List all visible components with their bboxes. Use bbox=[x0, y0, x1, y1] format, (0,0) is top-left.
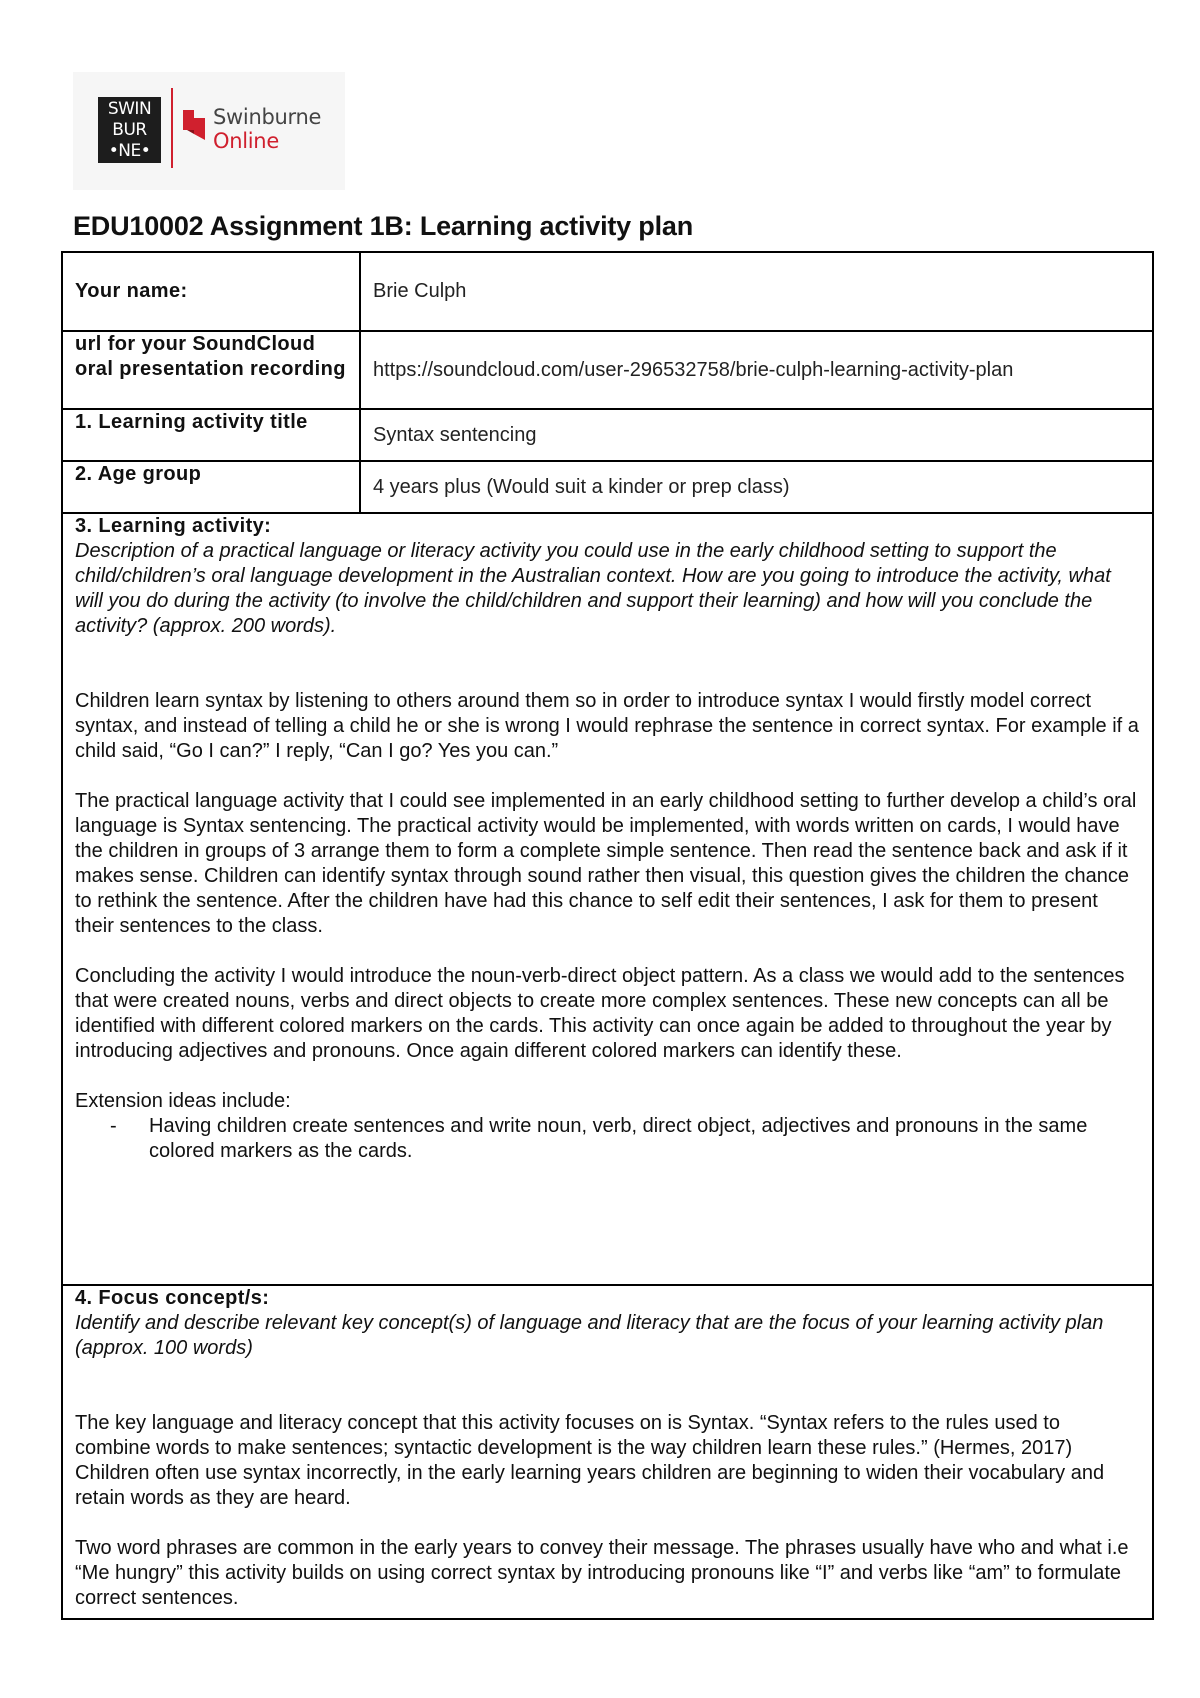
logo-box-line: BUR bbox=[112, 120, 147, 140]
focus-concepts-cell bbox=[62, 1285, 1153, 1619]
extension-item-text: Having children create sentences and write noun, verb, direct object, adjectives and pronouns in the same colored markers as the cards. bbox=[149, 1115, 1088, 1162]
row-learning-activity bbox=[62, 513, 1153, 1285]
activity-paragraph: Concluding the activity I would introduce the noun-verb-direct object pattern. As a class we would add to the sentences that were created nouns, verbs and direct objects to create more complex sentences. These new concepts can all be identified with different colored markers on the cards. This activity can once again be added to throughout the year by introducing adjectives and pronouns. Once again different colored markers can identify these. bbox=[75, 965, 1125, 1062]
age-group-label: 2. Age group bbox=[75, 463, 202, 485]
your-name-label: Your name: bbox=[75, 280, 188, 302]
soundcloud-url-value[interactable]: https://soundcloud.com/user-296532758/brie-culph-learning-activity-plan bbox=[360, 331, 1153, 409]
focus-paragraph: The key language and literacy concept that this activity focuses on is Syntax. “Syntax refers to the rules used to combine words to make sentences; syntactic development is the way children learn these rules.” (Hermes, 2017) Children often use syntax incorrectly, in the early learning years children are beginning to widen their vocabulary and retain words as they are heard. bbox=[75, 1412, 1105, 1509]
label-cell bbox=[62, 331, 360, 409]
spacer bbox=[75, 1361, 1140, 1411]
logo-word-swinburne: Swinburne bbox=[213, 105, 322, 129]
activity-paragraph: Children learn syntax by listening to others around them so in order to introduce syntax I would firstly model correct syntax, and instead of telling a child he or she is wrong I would rephrase the sentence in correct syntax. For example if a child said, “Go I can?” I reply, “Can I go? Yes you can.” bbox=[75, 690, 1139, 762]
row-soundcloud-url bbox=[62, 331, 1153, 409]
logo-word-online: Online bbox=[213, 129, 279, 153]
extension-list-item bbox=[75, 1114, 1140, 1164]
row-focus-concepts bbox=[62, 1285, 1153, 1619]
activity-paragraph: The practical language activity that I could see implemented in an early childhood setting to further develop a child’s oral language is Syntax sentencing. The practical activity would be implemented, with words written on cards, I would have the children in groups of 3 arrange them to form a complete simple sentence. Then read the sentence back and ask if it makes sense. Children can identify syntax through sound rather then visual, this question gives the children the chance to rethink the sentence. After the children have had this chance to self edit their sentences, I ask for them to present their sentences to the class. bbox=[75, 790, 1137, 937]
row-age-group bbox=[62, 461, 1153, 513]
extension-intro: Extension ideas include: bbox=[75, 1090, 291, 1112]
label-cell bbox=[62, 409, 360, 461]
activity-title-label: 1. Learning activity title bbox=[75, 411, 308, 433]
focus-concepts-heading: 4. Focus concept/s: bbox=[75, 1287, 270, 1309]
focus-concepts-instructions: Identify and describe relevant key concept(s) of language and literacy that are the focus of your learning activity plan (approx. 100 words) bbox=[75, 1312, 1104, 1359]
learning-activity-cell bbox=[62, 513, 1153, 1285]
focus-paragraph: Two word phrases are common in the early years to convey their message. The phrases usually have who and what i.e “Me hungry” this activity builds on using correct syntax by introducing pronouns like “I” and verbs like “am” to formulate correct sentences. bbox=[75, 1537, 1129, 1609]
your-name-value: Brie Culph bbox=[360, 252, 1153, 331]
swinburne-shield-icon bbox=[181, 108, 207, 142]
activity-plan-table bbox=[61, 251, 1154, 1620]
soundcloud-url-label: url for your SoundCloud oral presentation recording bbox=[75, 333, 346, 380]
label-cell bbox=[62, 461, 360, 513]
swinburne-online-logo bbox=[73, 72, 345, 190]
activity-title-value: Syntax sentencing bbox=[360, 409, 1153, 461]
learning-activity-instructions: Description of a practical language or literacy activity you could use in the early childhood setting to support the child/children’s oral language development in the Australian context. How are you going to introduce the activity, what will you do during the activity (to involve the child/children and support their learning) and how will you conclude the activity? (approx. 200 words). bbox=[75, 540, 1111, 637]
list-dash: - bbox=[110, 1115, 117, 1137]
document-title: EDU10002 Assignment 1B: Learning activity plan bbox=[73, 211, 693, 241]
logo-box-line: •NE• bbox=[108, 141, 151, 161]
logo-box-line: SWIN bbox=[107, 99, 152, 119]
row-activity-title bbox=[62, 409, 1153, 461]
swinburne-wordmark-box bbox=[98, 97, 161, 163]
label-cell bbox=[62, 252, 360, 331]
row-your-name bbox=[62, 252, 1153, 331]
spacer bbox=[75, 639, 1140, 689]
age-group-value: 4 years plus (Would suit a kinder or prep class) bbox=[360, 461, 1153, 513]
logo-divider bbox=[171, 88, 173, 168]
learning-activity-heading: 3. Learning activity: bbox=[75, 515, 272, 537]
